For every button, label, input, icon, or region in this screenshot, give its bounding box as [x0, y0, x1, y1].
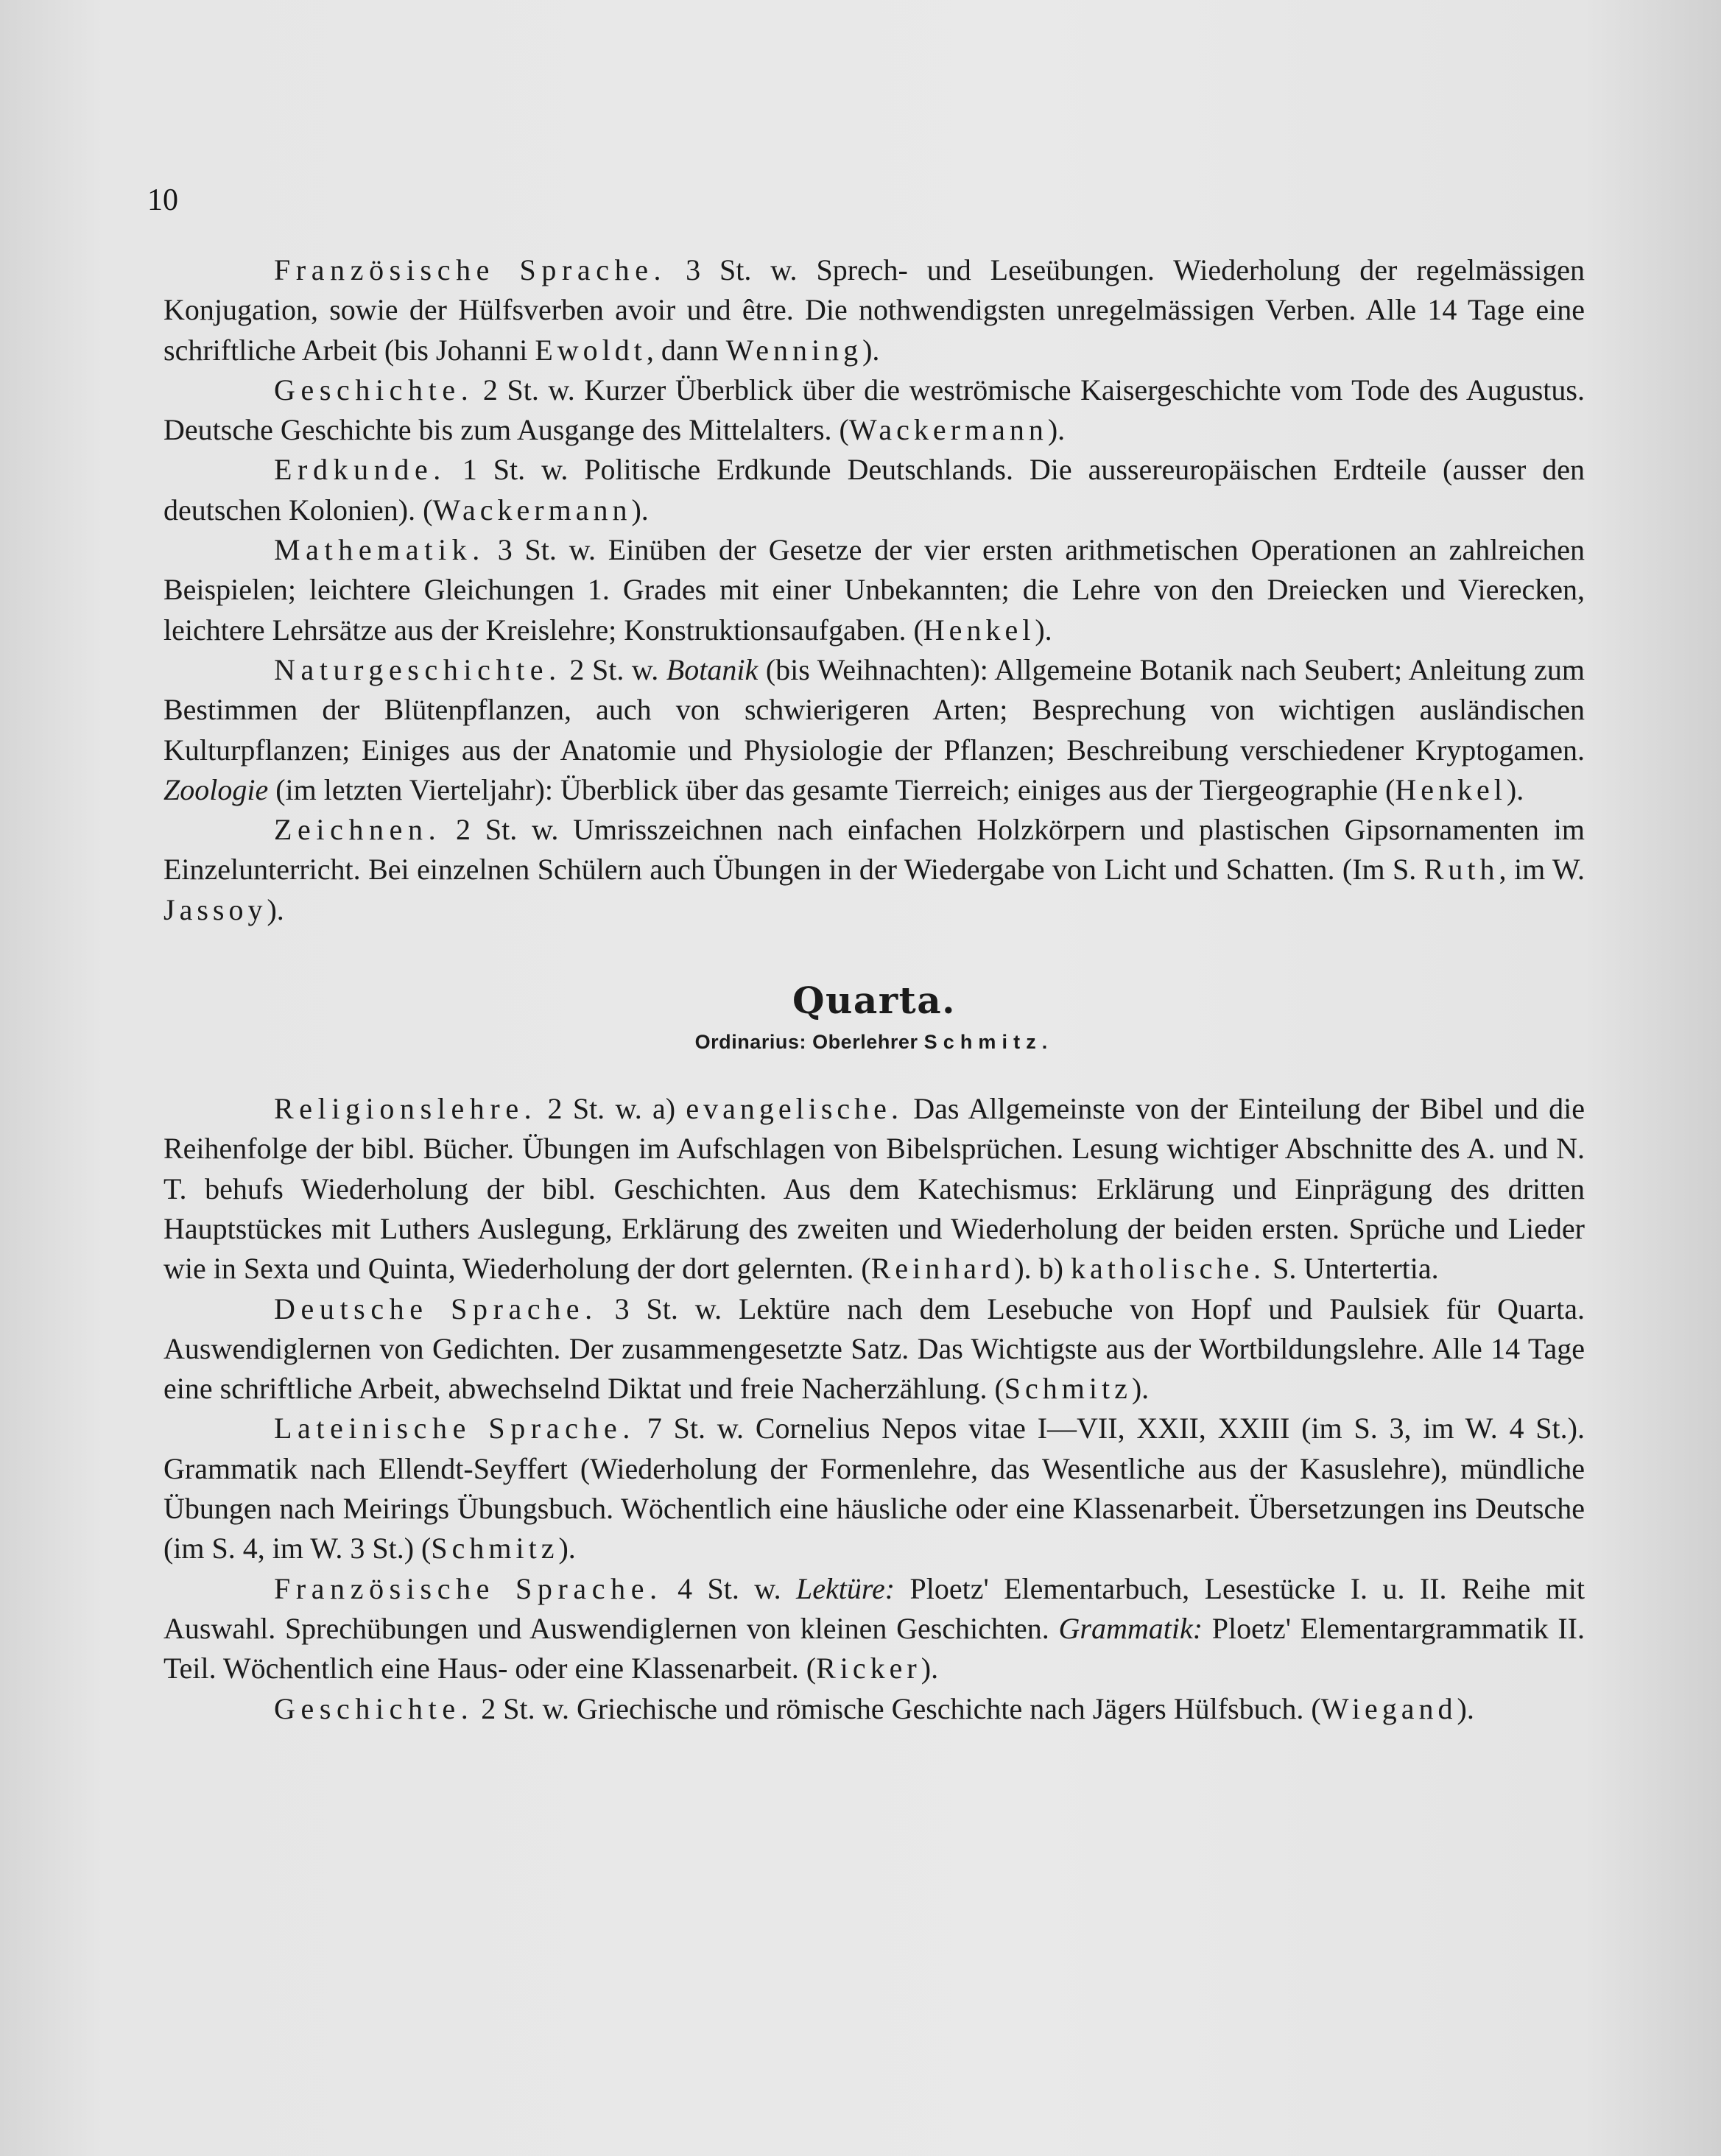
teacher-name: Henkel	[923, 613, 1035, 647]
paragraph-text: ).	[1506, 772, 1524, 806]
paragraph-text: (bis Weihnachten): Allgemeine Botanik nach Seubert; Anleitung zum Bestimmen der Blütenpflanzen, auch von schwierigeren Arten; Besprechung von wichtigen ausländischen Kulturpflanzen; Einiges aus der Anatomie und Physiologie der Pflanzen; Beschreibung verschiedener Kryptogamen.	[163, 652, 1585, 767]
teacher-name: Wackermann	[432, 493, 632, 526]
teacher-name: Schmitz	[1004, 1372, 1132, 1406]
teacher-name: Ewoldt	[535, 333, 647, 367]
subject-paragraph	[163, 1569, 1585, 1689]
paragraph-text: 2 St. w.	[561, 652, 666, 686]
paragraph-text: 2 St. w. Griechische und römische Geschichte nach Jägers Hülfsbuch. (	[474, 1691, 1321, 1725]
subject-paragraph	[163, 370, 1585, 451]
teacher-name: Ruth	[1423, 853, 1499, 887]
paragraph-text: 7 St. w. Cornelius Nepos vitae I—VII, XXII, XXIII (im S. 3, im W. 4 St.). Grammatik nach Ellendt-Seyffert (Wiederholung der Formenlehre, das Wesentliche aus der Kasuslehre), mündliche Übungen nach Meirings Übungsbuch. Wöchentlich eine häusliche oder eine Klassenarbeit. Übersetzungen ins Deutsche (im S. 4, im W. 3 St.) (	[163, 1412, 1585, 1565]
subject-paragraph	[163, 530, 1585, 650]
ordinarius-line	[163, 1027, 1585, 1057]
subject-heading: Naturgeschichte.	[274, 652, 562, 686]
subject-paragraph	[163, 1289, 1585, 1409]
teacher-name: Wackermann	[848, 413, 1048, 447]
subject-heading: Geschichte.	[274, 373, 474, 406]
teacher-name: Henkel	[1395, 772, 1507, 806]
subject-heading: Zeichnen.	[274, 813, 442, 847]
ordinarius-name: Schmitz.	[923, 1031, 1054, 1054]
teacher-name: Jassoy	[163, 892, 267, 926]
paragraph-text: Ploetz' Elementargrammatik II. Teil. Wöchentlich eine Haus- oder eine Klassenarbeit. (	[163, 1611, 1585, 1685]
paragraph-text: Das Allgemeinste von der Einteilung der Bibel und die Reihenfolge der bibl. Bücher. Übungen im Aufschlagen von Bibelsprüchen. Lesung wichtiger Abschnitte des A. und N. T. behufs Wiederholung der bibl. Geschichten. Aus dem Katechismus: Erklärung und Einprägung des dritten Hauptstückes mit Luthers Auslegung, Erklärung des zweiten und Wiederholung der beiden ersten. Sprüche und Lieder wie in Sexta und Quinta, Wiederholung der dort gelernten. (	[163, 1092, 1585, 1286]
subject-paragraph	[163, 810, 1585, 930]
subject-heading: Religionslehre.	[274, 1092, 538, 1126]
paragraph-text: , dann	[646, 333, 726, 367]
body-text	[163, 250, 1585, 1729]
paragraph-text: ).	[1457, 1691, 1474, 1725]
lower-section	[163, 1089, 1585, 1729]
upper-section	[163, 250, 1585, 930]
teacher-name: Wiegand	[1320, 1691, 1457, 1725]
subject-paragraph	[163, 450, 1585, 530]
paragraph-text: ).	[631, 493, 649, 526]
subject-heading: Mathematik.	[274, 533, 485, 567]
paragraph-text: ).	[267, 892, 284, 926]
teacher-name: evangelische.	[686, 1092, 903, 1126]
paragraph-text: ). b)	[1014, 1252, 1071, 1286]
paragraph-text: Ploetz' Elementarbuch, Lesestücke I. u. II. Reihe mit Auswahl. Sprechübungen und Auswendiglernen von kleinen Geschichten.	[163, 1571, 1585, 1645]
teacher-name: Ricker	[816, 1652, 921, 1685]
paragraph-text: 2 St. w. a)	[537, 1092, 686, 1126]
italic-term: Zoologie	[163, 772, 269, 806]
teacher-name: Reinhard	[870, 1252, 1015, 1286]
subject-heading: Lateinische Sprache.	[274, 1412, 636, 1445]
teacher-name: Schmitz	[431, 1532, 559, 1565]
paragraph-text: ).	[558, 1532, 576, 1565]
teacher-name: katholische.	[1071, 1252, 1266, 1286]
subject-heading: Geschichte.	[274, 1691, 474, 1725]
italic-term: Grammatik:	[1058, 1611, 1203, 1645]
paragraph-text: ).	[862, 333, 880, 367]
paragraph-text: 3 St. w. Einüben der Gesetze der vier ersten arithmetischen Operationen an zahlreichen Beispielen; leichtere Gleichungen 1. Grades mit einer Unbekannten; die Lehre von den Dreiecken und Vierecken, leichtere Lehrsätze aus der Kreislehre; Konstruktionsaufgaben. (	[163, 533, 1585, 647]
teacher-name: Wenning	[725, 333, 863, 367]
italic-term: Lektüre:	[796, 1571, 895, 1605]
subject-heading: Deutsche Sprache.	[274, 1292, 598, 1325]
paragraph-text: 3 St. w. Sprech- und Leseübungen. Wiederholung der regelmässigen Konjugation, sowie der Hülfsverben avoir und être. Die nothwendigsten unregelmässigen Verben. Alle 14 Tage eine schriftliche Arbeit (bis Johanni	[163, 253, 1585, 367]
paragraph-text: ).	[1047, 413, 1066, 447]
paragraph-text: , im W.	[1499, 853, 1585, 887]
paragraph-text: S. Untertertia.	[1265, 1252, 1439, 1286]
paragraph-text: 3 St. w. Lektüre nach dem Lesebuche von Hopf und Paulsiek für Quarta. Auswendiglernen von Gedichten. Der zusammengesetzte Satz. Das Wichtigste aus der Wortbildungslehre. Alle 14 Tage eine schriftliche Arbeit, abwechselnd Diktat und freie Nacherzählung. (	[163, 1292, 1585, 1406]
subject-paragraph	[163, 1409, 1585, 1568]
section-title: Quarta.	[792, 979, 957, 1023]
subject-heading: Französische Sprache.	[274, 253, 667, 286]
subject-paragraph	[163, 250, 1585, 370]
subject-heading: Französische Sprache.	[274, 1571, 663, 1605]
paragraph-text: 4 St. w.	[662, 1571, 797, 1605]
italic-term: Botanik	[666, 652, 759, 686]
paragraph-text: 1 St. w. Politische Erdkunde Deutschlands. Die aussereuropäischen Erdteile (ausser den deutschen Kolonien). (	[163, 453, 1585, 526]
paragraph-text: ).	[1035, 613, 1052, 647]
paragraph-text: 2 St. w. Umrisszeichnen nach einfachen Holzkörpern und plastischen Gipsornamenten im Einzelunterricht. Bei einzelnen Schülern auch Übungen in der Wiedergabe von Licht und Schatten. (Im S.	[163, 813, 1585, 887]
paragraph-text: 2 St. w. Kurzer Überblick über die weströmische Kaisergeschichte vom Tode des Augustus. Deutsche Geschichte bis zum Ausgange des Mittelalters. (	[163, 373, 1585, 447]
subject-paragraph	[163, 1089, 1585, 1289]
subject-paragraph	[163, 1689, 1585, 1729]
paragraph-text: ).	[1131, 1372, 1150, 1406]
page-number: 10	[147, 183, 178, 217]
subject-paragraph	[163, 650, 1585, 810]
subject-heading: Erdkunde.	[274, 453, 446, 487]
ordinarius-label: Ordinarius: Oberlehrer	[694, 1031, 918, 1054]
paragraph-text: ).	[921, 1652, 939, 1685]
paragraph-text: (im letzten Vierteljahr): Überblick über das gesamte Tierreich; einiges aus der Tiergeographie (	[268, 772, 1396, 806]
